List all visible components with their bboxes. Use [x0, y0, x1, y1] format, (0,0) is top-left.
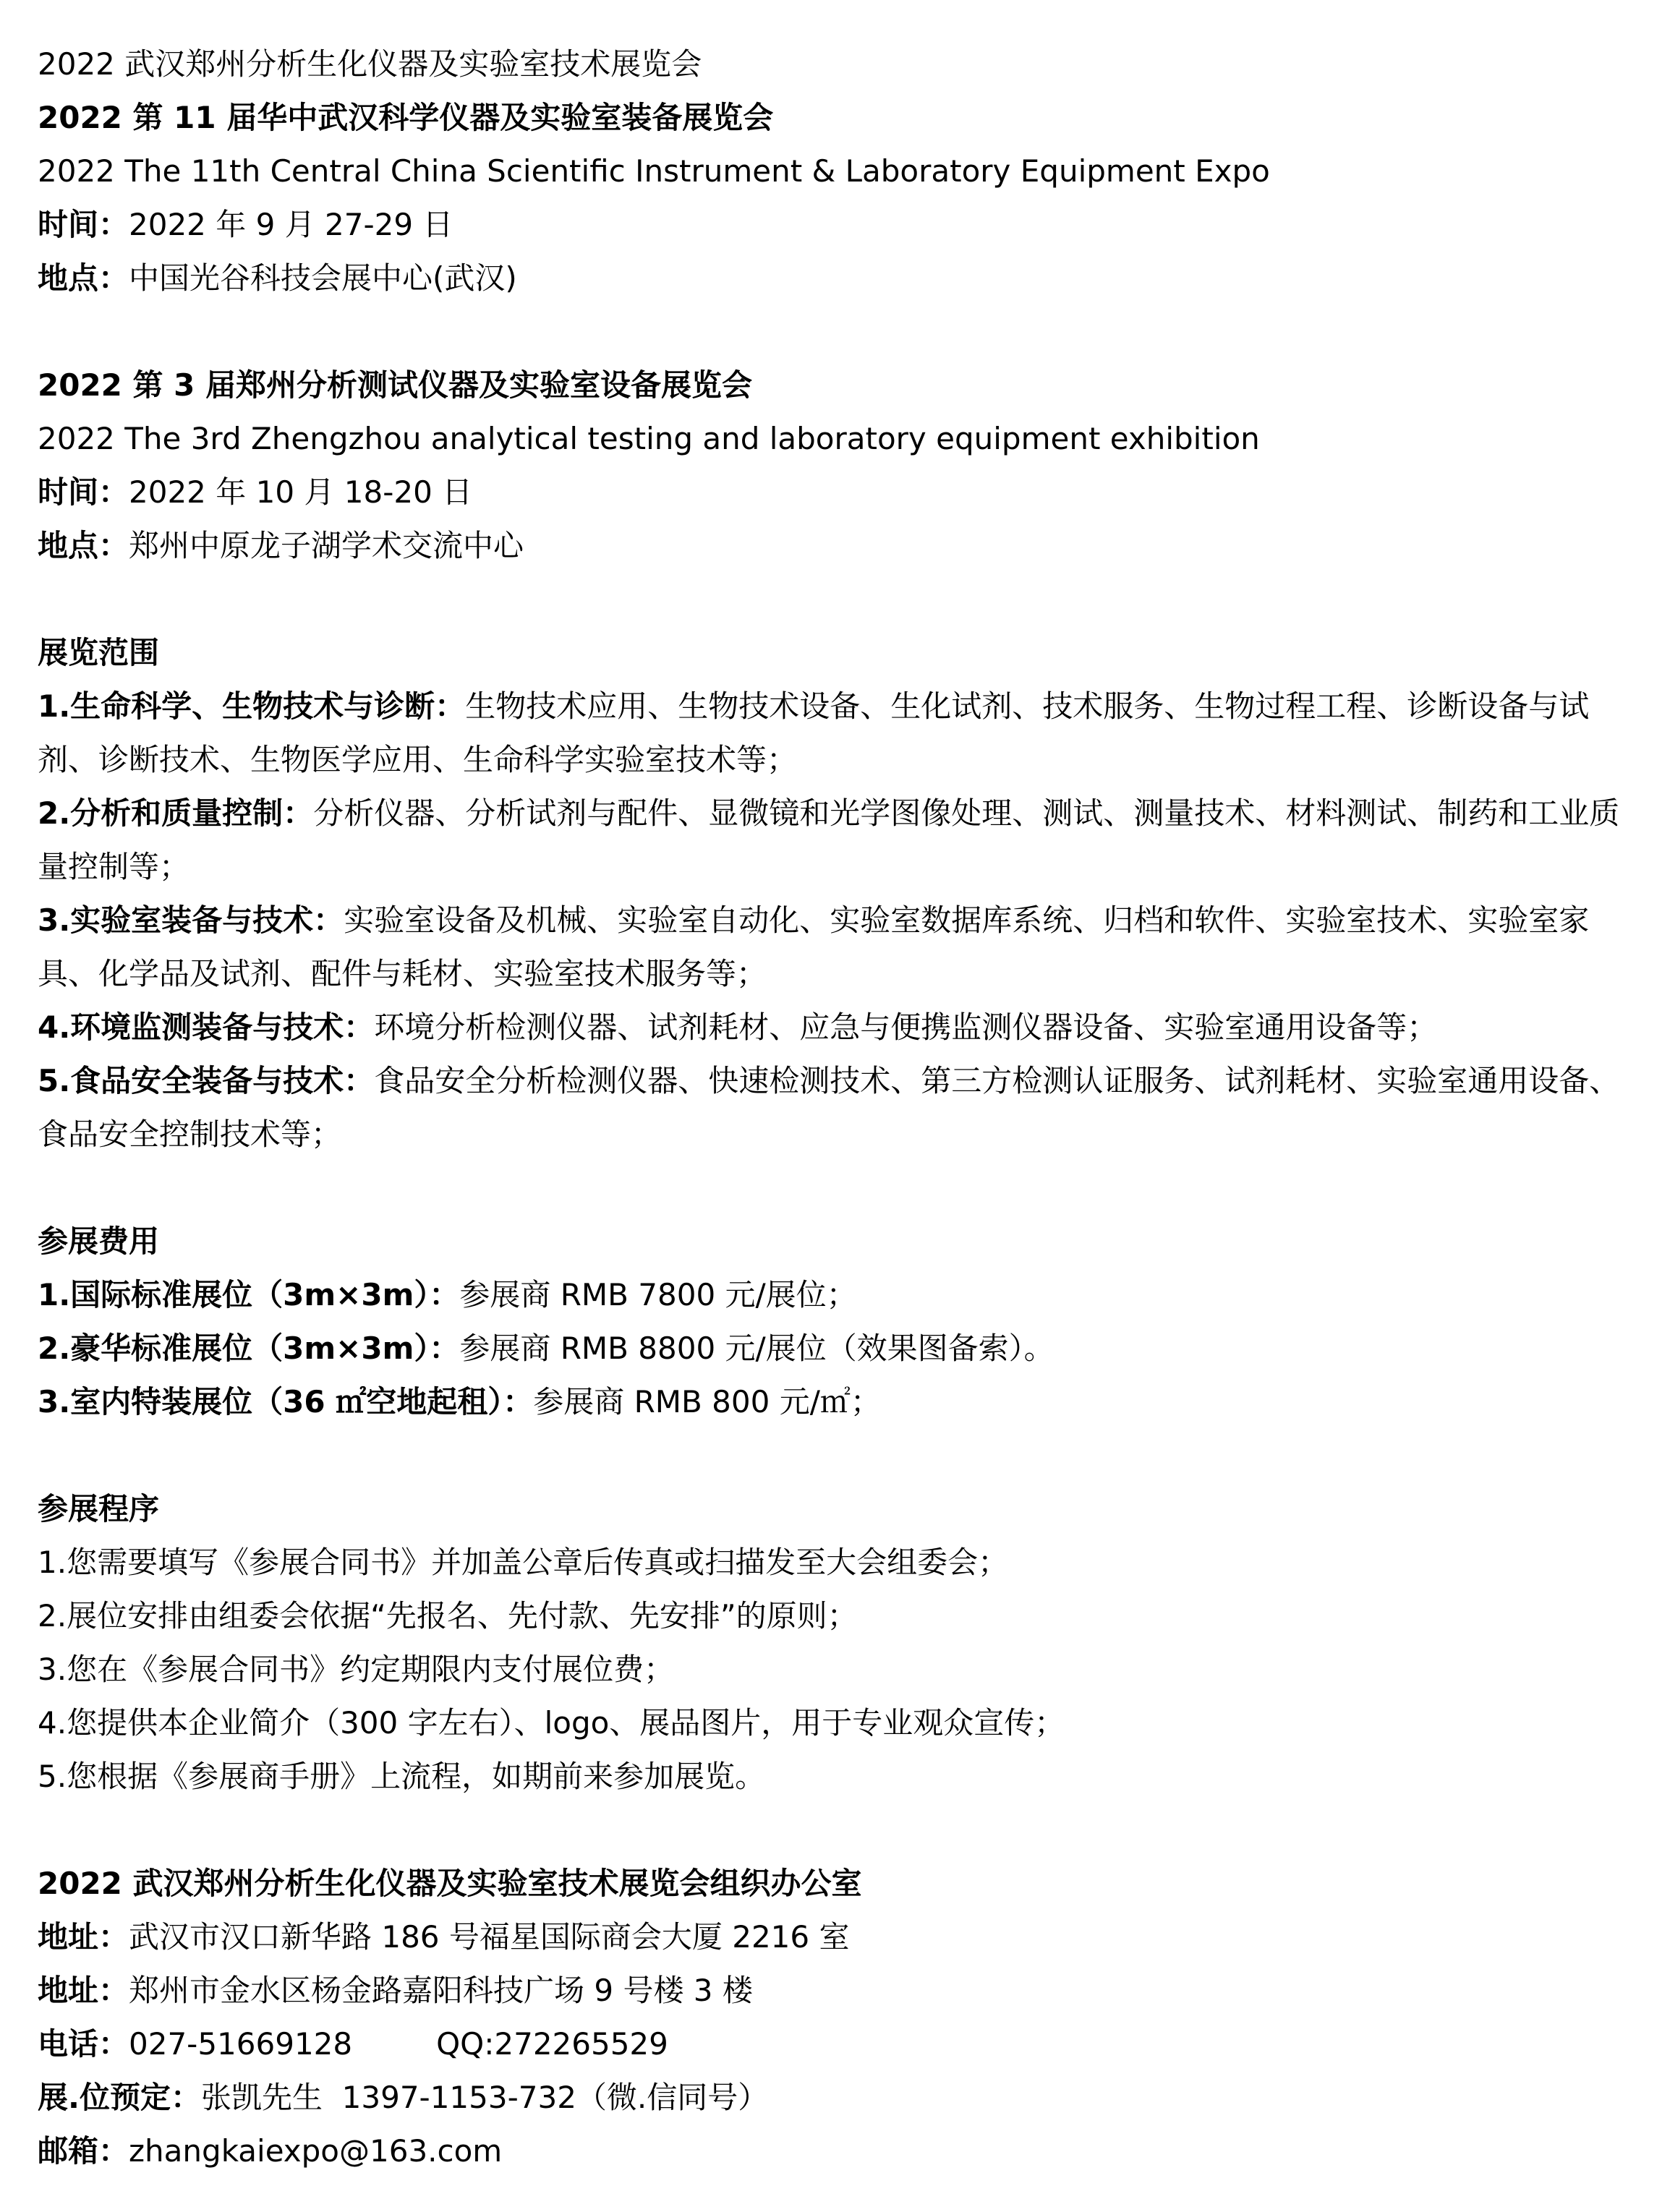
email-label: 邮箱： — [38, 2133, 129, 2169]
office-phone — [38, 2017, 1598, 2071]
scope-item-text: 分析仪器、分析试剂与配件、显微镜和光学图像处理、测试、测量技术、材料测试、制药和工业质量控制等； — [38, 795, 1620, 884]
procedure-item: 3.您在《参展合同书》约定期限内支付展位费； — [38, 1652, 675, 1687]
procedure-item: 5.您根据《参展商手册》上流程，如期前来参加展览。 — [38, 1759, 766, 1794]
scope-item-text: 环境分析检测仪器、试剂耗材、应急与便携监测仪器设备、实验室通用设备等； — [374, 1009, 1438, 1045]
scope-item — [38, 894, 1632, 1001]
scope-item-label: 4.环境监测装备与技术： — [38, 1009, 375, 1045]
expo2-place-label: 地点： — [38, 528, 129, 563]
scope-item-label: 2.分析和质量控制： — [38, 795, 314, 831]
email-value[interactable]: zhangkaiexpo@163.com — [129, 2133, 503, 2169]
expo1-place — [38, 252, 1598, 305]
expo2-place-value: 郑州中原龙子湖学术交流中心 — [129, 528, 524, 563]
scope-item — [38, 1001, 1632, 1054]
phone-value: 027-51669128 — [129, 2026, 353, 2062]
scope-heading: 展览范围 — [38, 635, 160, 670]
qq-value: QQ:272265529 — [436, 2026, 668, 2062]
scope-item — [38, 1054, 1632, 1161]
procedure-heading: 参展程序 — [38, 1491, 160, 1526]
expo2-time-value: 2022 年 10 月 18-20 日 — [129, 474, 473, 510]
office-title: 2022 武汉郑州分析生化仪器及实验室技术展览会组织办公室 — [38, 1866, 862, 1901]
fee-item-text: 参展商 RMB 8800 元/展位（效果图备索）。 — [459, 1331, 1055, 1366]
expo2-time — [38, 466, 1598, 519]
scope-item-label: 1.生命科学、生物技术与诊断： — [38, 688, 466, 724]
expo1-time-value: 2022 年 9 月 27-29 日 — [129, 207, 453, 242]
expo1-english-title: 2022 The 11th Central China Scientific Instrument & Laboratory Equipment Expo — [38, 153, 1270, 189]
scope-item-label: 3.实验室装备与技术： — [38, 902, 344, 938]
scope-item-text: 生物技术应用、生物技术设备、生化试剂、技术服务、生物过程工程、诊断设备与试剂、诊断技术、生物医学应用、生命科学实验室技术等； — [38, 688, 1590, 777]
expo2-time-label: 时间： — [38, 474, 129, 510]
address-label: 地址： — [38, 1973, 129, 2008]
address-value: 武汉市汉口新华路 186 号福星国际商会大厦 2216 室 — [129, 1919, 850, 1955]
booking-value: 张凯先生 1397-1153-732（微.信同号） — [200, 2080, 769, 2115]
expo1-place-value: 中国光谷科技会展中心(武汉) — [129, 260, 517, 296]
address-label: 地址： — [38, 1919, 129, 1955]
scope-item — [38, 787, 1632, 894]
scope-item-label: 5.食品安全装备与技术： — [38, 1063, 375, 1098]
scope-item — [38, 680, 1632, 787]
office-email — [38, 2125, 1598, 2178]
procedure-item: 2.展位安排由组委会依据“先报名、先付款、先安排”的原则； — [38, 1598, 858, 1634]
header-line: 2022 武汉郑州分析生化仪器及实验室技术展览会 — [38, 46, 702, 82]
address-value: 郑州市金水区杨金路嘉阳科技广场 9 号楼 3 楼 — [129, 1973, 753, 2008]
procedure-item: 1.您需要填写《参展合同书》并加盖公章后传真或扫描发至大会组委会； — [38, 1545, 1009, 1580]
fees-heading: 参展费用 — [38, 1224, 160, 1259]
expo1-time-label: 时间： — [38, 207, 129, 242]
expo2-title: 2022 第 3 届郑州分析测试仪器及实验室设备展览会 — [38, 367, 752, 403]
fee-item-text: 参展商 RMB 800 元/㎡； — [533, 1384, 881, 1419]
expo1-place-label: 地点： — [38, 260, 129, 296]
office-address-zhengzhou — [38, 1964, 1598, 2017]
fee-item — [38, 1268, 1598, 1322]
scope-item-text: 实验室设备及机械、实验室自动化、实验室数据库系统、归档和软件、实验室技术、实验室家具、化学品及试剂、配件与耗材、实验室技术服务等； — [38, 902, 1590, 991]
procedure-item: 4.您提供本企业简介（300 字左右）、logo、展品图片，用于专业观众宣传； — [38, 1705, 1065, 1741]
fee-item-text: 参展商 RMB 7800 元/展位； — [459, 1277, 857, 1312]
fee-item-label: 2.豪华标准展位（3m×3m）： — [38, 1331, 460, 1366]
fee-item-label: 1.国际标准展位（3m×3m）： — [38, 1277, 460, 1312]
expo2-english-title: 2022 The 3rd Zhengzhou analytical testing and laboratory equipment exhibition — [38, 421, 1260, 456]
fee-item — [38, 1322, 1598, 1375]
expo1-title: 2022 第 11 届华中武汉科学仪器及实验室装备展览会 — [38, 100, 774, 135]
phone-label: 电话： — [38, 2026, 129, 2062]
booking-label: 展.位预定： — [38, 2080, 201, 2115]
fee-item-label: 3.室内特装展位（36 ㎡空地起租）： — [38, 1384, 534, 1419]
office-address-wuhan — [38, 1910, 1598, 1964]
office-booking — [38, 2071, 1598, 2125]
fee-item — [38, 1375, 1598, 1429]
scope-item-text: 食品安全分析检测仪器、快速检测技术、第三方检测认证服务、试剂耗材、实验室通用设备、食品安全控制技术等； — [38, 1063, 1620, 1152]
expo1-time — [38, 198, 1598, 252]
expo2-place — [38, 519, 1598, 573]
